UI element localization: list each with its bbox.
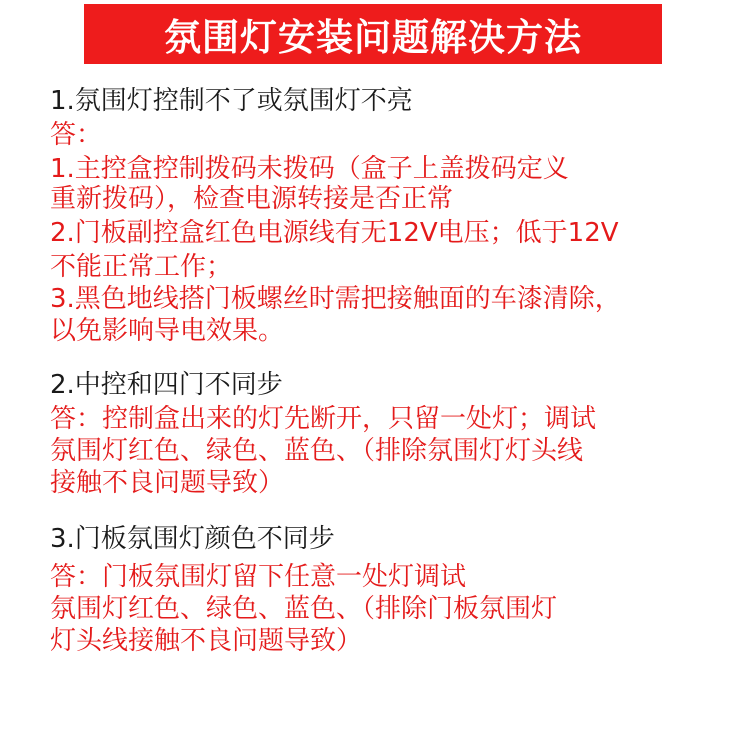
answer-1-line-2: 1.主控盒控制拨码未拨码（盒子上盖拨码定义	[50, 154, 569, 184]
answer-2-line-3: 接触不良问题导致）	[50, 468, 285, 498]
answer-3-line-3: 灯头线接触不良问题导致）	[50, 626, 363, 656]
answer-1-line-4: 2.门板副控盒红色电源线有无12V电压；低于12V	[50, 218, 619, 248]
answer-2-line-1: 答：控制盒出来的灯先断开，只留一处灯；调试	[50, 404, 597, 434]
answer-1-line-6: 3.黑色地线搭门板螺丝时需把接触面的车漆清除，	[50, 284, 621, 314]
answer-2-line-2: 氛围灯红色、绿色、蓝色、（排除氛围灯灯头线	[50, 436, 584, 466]
question-3: 3.门板氛围灯颜色不同步	[50, 524, 335, 554]
page-title: 氛围灯安装问题解决方法	[164, 16, 582, 59]
answer-3-line-1: 答：门板氛围灯留下任意一处灯调试	[50, 562, 467, 592]
answer-1-line-1: 答：	[50, 120, 103, 150]
question-2: 2.中控和四门不同步	[50, 370, 283, 400]
answer-1-line-3: 重新拨码），检查电源转接是否正常	[50, 184, 454, 214]
answer-1-line-7: 以免影响导电效果。	[50, 316, 285, 346]
title-banner	[84, 4, 662, 64]
answer-3-line-2: 氛围灯红色、绿色、蓝色、（排除门板氛围灯	[50, 594, 558, 624]
question-1: 1.氛围灯控制不了或氛围灯不亮	[50, 86, 413, 116]
answer-1-line-5: 不能正常工作；	[50, 252, 233, 282]
